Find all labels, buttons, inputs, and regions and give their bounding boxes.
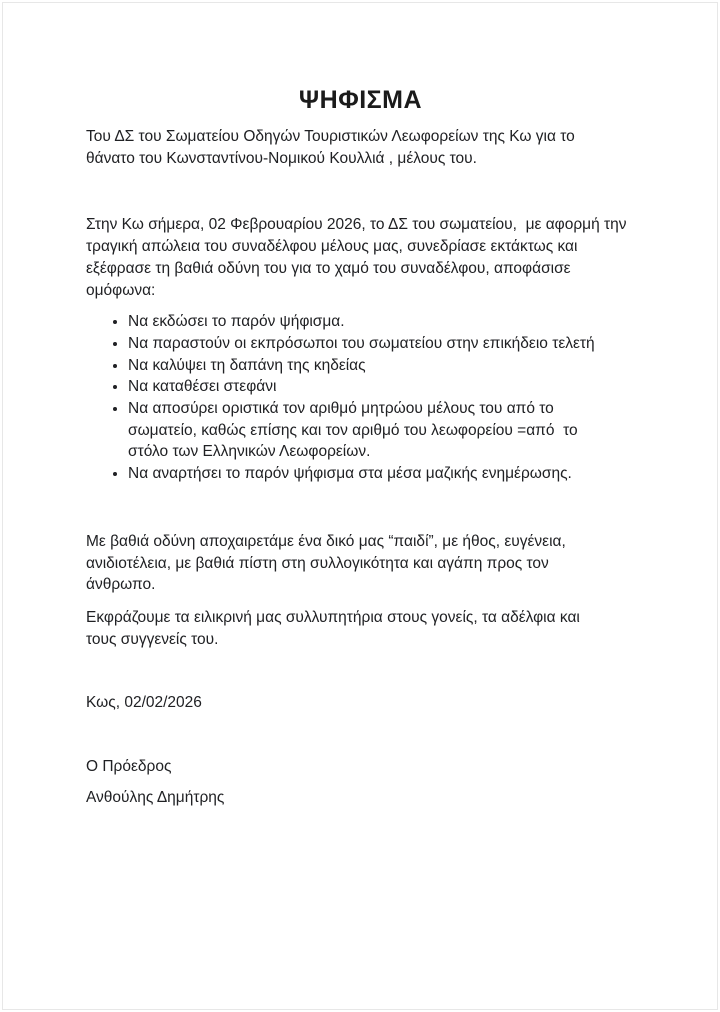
preamble-paragraph bbox=[86, 214, 635, 301]
text-line: • Να παραστούν οι εκπρόσωποι του σωματείου στην επικήδειο τελετή bbox=[128, 334, 595, 352]
list-item bbox=[128, 355, 635, 377]
intro-paragraph bbox=[86, 126, 635, 169]
signature-name: Ανθούλης Δημήτρης bbox=[86, 788, 225, 806]
text-line: σωματείο, καθώς επίσης και τον αριθμό του λεωφορείου =από το bbox=[128, 421, 578, 439]
text-line: • Να καταθέσει στεφάνι bbox=[128, 378, 277, 396]
text-line: Εκφράζουμε τα ειλικρινή μας συλλυπητήρια στους γονείς, τα αδέλφια και bbox=[86, 608, 580, 626]
page-title: ΨΗΦΙΣΜΑ bbox=[298, 86, 423, 114]
list-item bbox=[128, 398, 635, 463]
text-line: Του ΔΣ του Σωματείου Οδηγών Τουριστικών Λεωφορείων της Κω για το bbox=[86, 128, 575, 145]
text-line: • Να αποσύρει οριστικά τον αριθμό μητρώου μέλους του από το bbox=[128, 400, 554, 418]
text-line: Στην Κω σήμερα, 02 Φεβρουαρίου 2026, το ΔΣ του σωματείου, με αφορμή την bbox=[86, 216, 627, 234]
text-line: άνθρωπο. bbox=[86, 576, 156, 594]
text-line: τους συγγενείς του. bbox=[86, 630, 219, 648]
list-item bbox=[128, 311, 635, 333]
signature-role: Ο Πρόεδρος bbox=[86, 758, 172, 776]
text-line: εξέφρασε τη βαθιά οδύνη του για το χαμό του συναδέλφου, αποφάσισε bbox=[86, 259, 571, 277]
text-line: • Να εκδώσει το παρόν ψήφισμα. bbox=[128, 313, 345, 331]
list-item bbox=[128, 376, 635, 398]
farewell-paragraph bbox=[86, 531, 635, 596]
text-line: ομόφωνα: bbox=[86, 281, 156, 299]
list-item bbox=[128, 463, 635, 485]
text-line: Με βαθιά οδύνη αποχαιρετάμε ένα δικό μας “παιδί”, με ήθος, ευγένεια, bbox=[86, 532, 566, 550]
place-date-line: Κως, 02/02/2026 bbox=[86, 694, 202, 712]
condolences-paragraph bbox=[86, 607, 635, 650]
list-item bbox=[128, 333, 635, 355]
text-line: θάνατο του Κωνσταντίνου-Νομικού Κουλλιά , μέλους του. bbox=[86, 149, 477, 167]
text-line: • Να καλύψει τη δαπάνη της κηδείας bbox=[128, 356, 366, 374]
text-line: τραγική απώλεια του συναδέλφου μέλους μας, συνεδρίασε εκτάκτως και bbox=[86, 238, 578, 256]
resolutions-list bbox=[86, 311, 635, 485]
text-line: στόλο των Ελληνικών Λεωφορείων. bbox=[128, 443, 371, 461]
text-line: ανιδιοτέλεια, με βαθιά πίστη στη συλλογικότητα και αγάπη προς τον bbox=[86, 554, 549, 572]
text-line: • Να αναρτήσει το παρόν ψήφισμα στα μέσα μαζικής ενημέρωσης. bbox=[128, 465, 572, 483]
